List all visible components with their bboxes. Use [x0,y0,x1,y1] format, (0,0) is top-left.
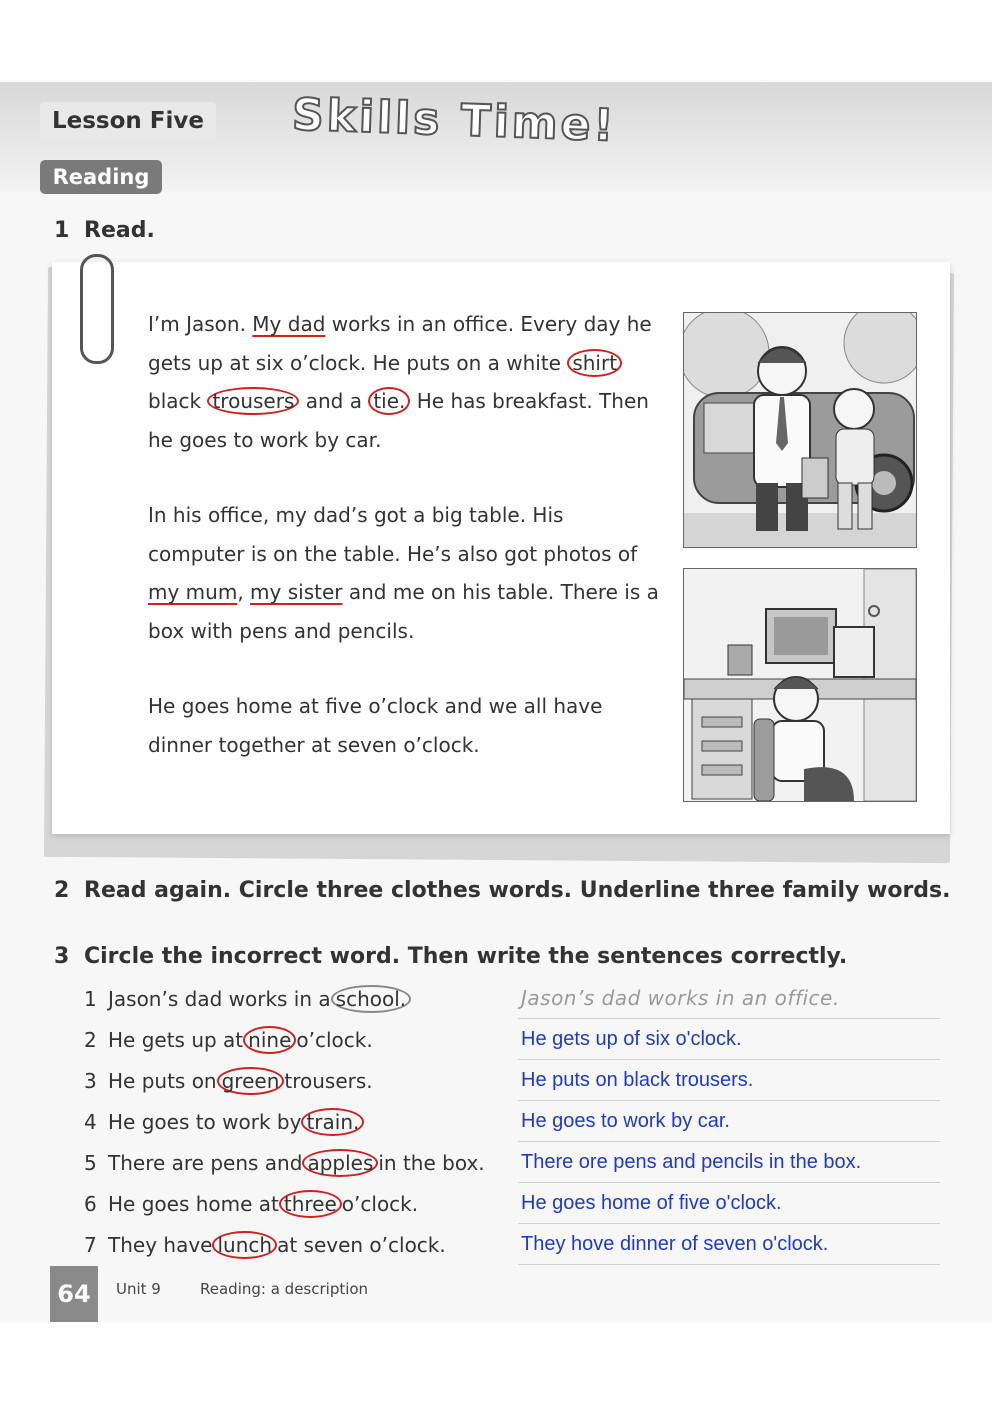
passage-text: In his office, my dad’s got a big table. His computer is on the table. He’s also got photos of [148,503,638,566]
question-row [84,1183,524,1224]
passage-paragraph [148,305,660,459]
question-number: 2 [84,1027,97,1052]
question-text: They have [108,1232,213,1257]
passage-paragraph [148,687,660,764]
circled-incorrect-word[interactable]: apples [302,1149,378,1177]
handwritten-answer[interactable]: He goes to work by car. [518,1101,940,1142]
reading-tab: Reading [40,160,162,194]
reading-passage [148,305,660,801]
question-number: 1 [84,986,97,1011]
question-text-end: trousers. [284,1068,373,1093]
exercise-3-instruction: Circle the incorrect word. Then write the sentences correctly. [84,944,848,969]
question-row [84,1019,524,1060]
paperclip-icon [80,254,114,364]
handwritten-answer[interactable]: He goes home of five o'clock. [518,1183,940,1224]
question-text: He goes home at [108,1191,279,1216]
footer-unit: Unit 9 [116,1280,161,1298]
handwritten-answer[interactable]: He gets up of six o'clock. [518,1019,940,1060]
question-row [84,1224,524,1265]
question-text: He goes to work by [108,1109,302,1134]
exercise-2-instruction: Read again. Circle three clothes words. Underline three family words. [84,878,951,903]
handwritten-answer[interactable]: There ore pens and pencils in the box. [518,1142,940,1183]
page-number: 64 [50,1266,98,1322]
example-answer[interactable]: Jason’s dad works in an office. [518,978,940,1019]
question-text-end: in the box. [378,1150,485,1175]
illustration-dad-car [683,312,917,548]
circled-incorrect-word[interactable]: lunch [212,1231,277,1259]
passage-text: works in an office. Every day he gets up at six o’clock. He puts on a white [148,312,652,375]
question-list [84,978,524,1265]
exercise-2-heading [54,878,951,903]
question-text-end: at seven o’clock. [277,1232,446,1257]
circled-incorrect-word[interactable]: nine [243,1026,296,1054]
passage-text: I’m Jason. [148,312,253,336]
passage-text: and a [299,389,369,413]
underlined-family-word: My dad [252,312,326,336]
question-row [84,1142,524,1183]
question-text: He puts on [108,1068,217,1093]
passage-text: He goes home at five o’clock and we all have dinner together at seven o’clock. [148,694,603,757]
question-number: 3 [84,1068,97,1093]
passage-text: and me on his table. There is a box with pens and pencils. [148,580,659,643]
section-title: Skills Time! [291,89,618,152]
illustration-dad-office [683,568,917,802]
exercise-2-number: 2 [54,878,70,903]
footer-title: Reading: a description [200,1280,369,1298]
exercise-3-heading [54,944,847,969]
handwritten-answer[interactable]: They hove dinner of seven o'clock. [518,1224,940,1265]
circled-clothes-word: tie. [368,387,410,415]
question-text: Jason’s dad works in a [108,986,331,1011]
question-row [84,1101,524,1142]
passage-paragraph [148,496,660,650]
underlined-family-word: my sister [250,580,343,604]
exercise-1-number: 1 [54,218,70,243]
passage-text: black [148,389,208,413]
question-text: There are pens and [108,1150,303,1175]
question-number: 7 [84,1232,97,1257]
question-row [84,978,524,1019]
question-row [84,1060,524,1101]
question-text-end: o’clock. [296,1027,373,1052]
handwritten-answer[interactable]: He puts on black trousers. [518,1060,940,1101]
circled-incorrect-word[interactable]: school. [331,985,411,1013]
exercise-1-heading [54,218,155,243]
exercise-3-number: 3 [54,944,70,969]
passage-text: He has breakfast. Then he goes to work by car. [148,389,649,452]
question-text-end: o’clock. [341,1191,419,1216]
underlined-family-word: my mum [148,580,238,604]
circled-clothes-word: trousers [207,387,299,415]
passage-text: , [237,580,251,604]
question-number: 4 [84,1109,97,1134]
question-number: 5 [84,1150,97,1175]
circled-incorrect-word[interactable]: three [279,1190,342,1218]
circled-clothes-word: shirt [567,349,622,377]
circled-incorrect-word[interactable]: green [217,1067,285,1095]
question-text: He gets up at [108,1027,244,1052]
answer-list [518,978,940,1265]
circled-incorrect-word[interactable]: train. [301,1108,364,1136]
question-number: 6 [84,1191,97,1216]
exercise-1-instruction: Read. [84,218,155,243]
lesson-label: Lesson Five [40,102,216,140]
